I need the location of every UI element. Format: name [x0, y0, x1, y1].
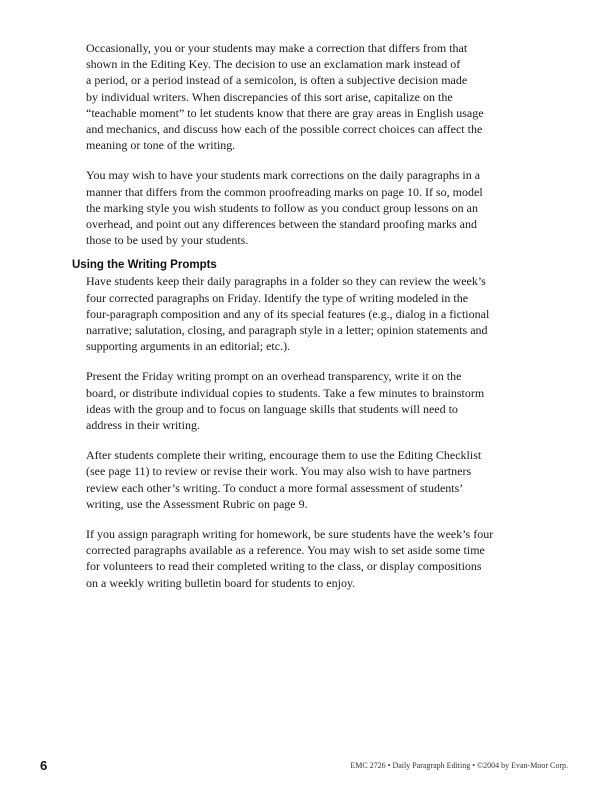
- body-paragraph: You may wish to have your students mark corrections on the daily paragraphs in a manner that differs from the common proofreading marks on page 10. If so, model the marking style you wish students to follow as you conduct group lessons on an overhead, and point out any differences between the standard proofing marks and those to be used by your students.: [86, 168, 483, 248]
- page-number: 6: [40, 758, 48, 773]
- body-paragraph: Occasionally, you or your students may make a correction that differs from that shown in the Editing Key. The decision to use an exclamation mark instead of a period, or a period instead of a semicolon, is often a subjective decision made by individual writers. When discrepancies of this sort arise, capitalize on the “teachable moment” to let students know that there are gray areas in English usage and mechanics, and discuss how each of the possible correct choices can affect the meaning or tone of the writing.: [86, 41, 484, 153]
- page-body: [72, 40, 548, 605]
- section-heading: Using the Writing Prompts: [72, 259, 217, 272]
- body-paragraph: If you assign paragraph writing for homework, be sure students have the week’s four corrected paragraphs available as a reference. You may wish to set aside some time for volunteers to read their completed writing to the class, or display compositions on a weekly writing bulletin board for students to enjoy.: [86, 527, 494, 590]
- footer-credit: EMC 2726 • Daily Paragraph Editing • ©2004 by Evan-Moor Corp.: [350, 761, 568, 770]
- page-footer: [40, 758, 568, 774]
- body-paragraph: Have students keep their daily paragraphs in a folder so they can review the week’s four corrected paragraphs on Friday. Identify the type of writing modeled in the four-paragraph composition and any of its special features (e.g., dialog in a fictional narrative; salutation, closing, and paragraph style in a letter; opinion statements and supporting arguments in an editorial; etc.).: [86, 274, 490, 354]
- body-paragraph: After students complete their writing, encourage them to use the Editing Checklist (see page 11) to review or revise their work. You may also wish to have partners review each other’s writing. To conduct a more formal assessment of students’ writing, use the Assessment Rubric on page 9.: [86, 448, 482, 511]
- body-paragraph: Present the Friday writing prompt on an overhead transparency, write it on the board, or distribute individual copies to students. Take a few minutes to brainstorm ideas with the group and to focus on language skills that students will need to address in their writing.: [86, 369, 485, 433]
